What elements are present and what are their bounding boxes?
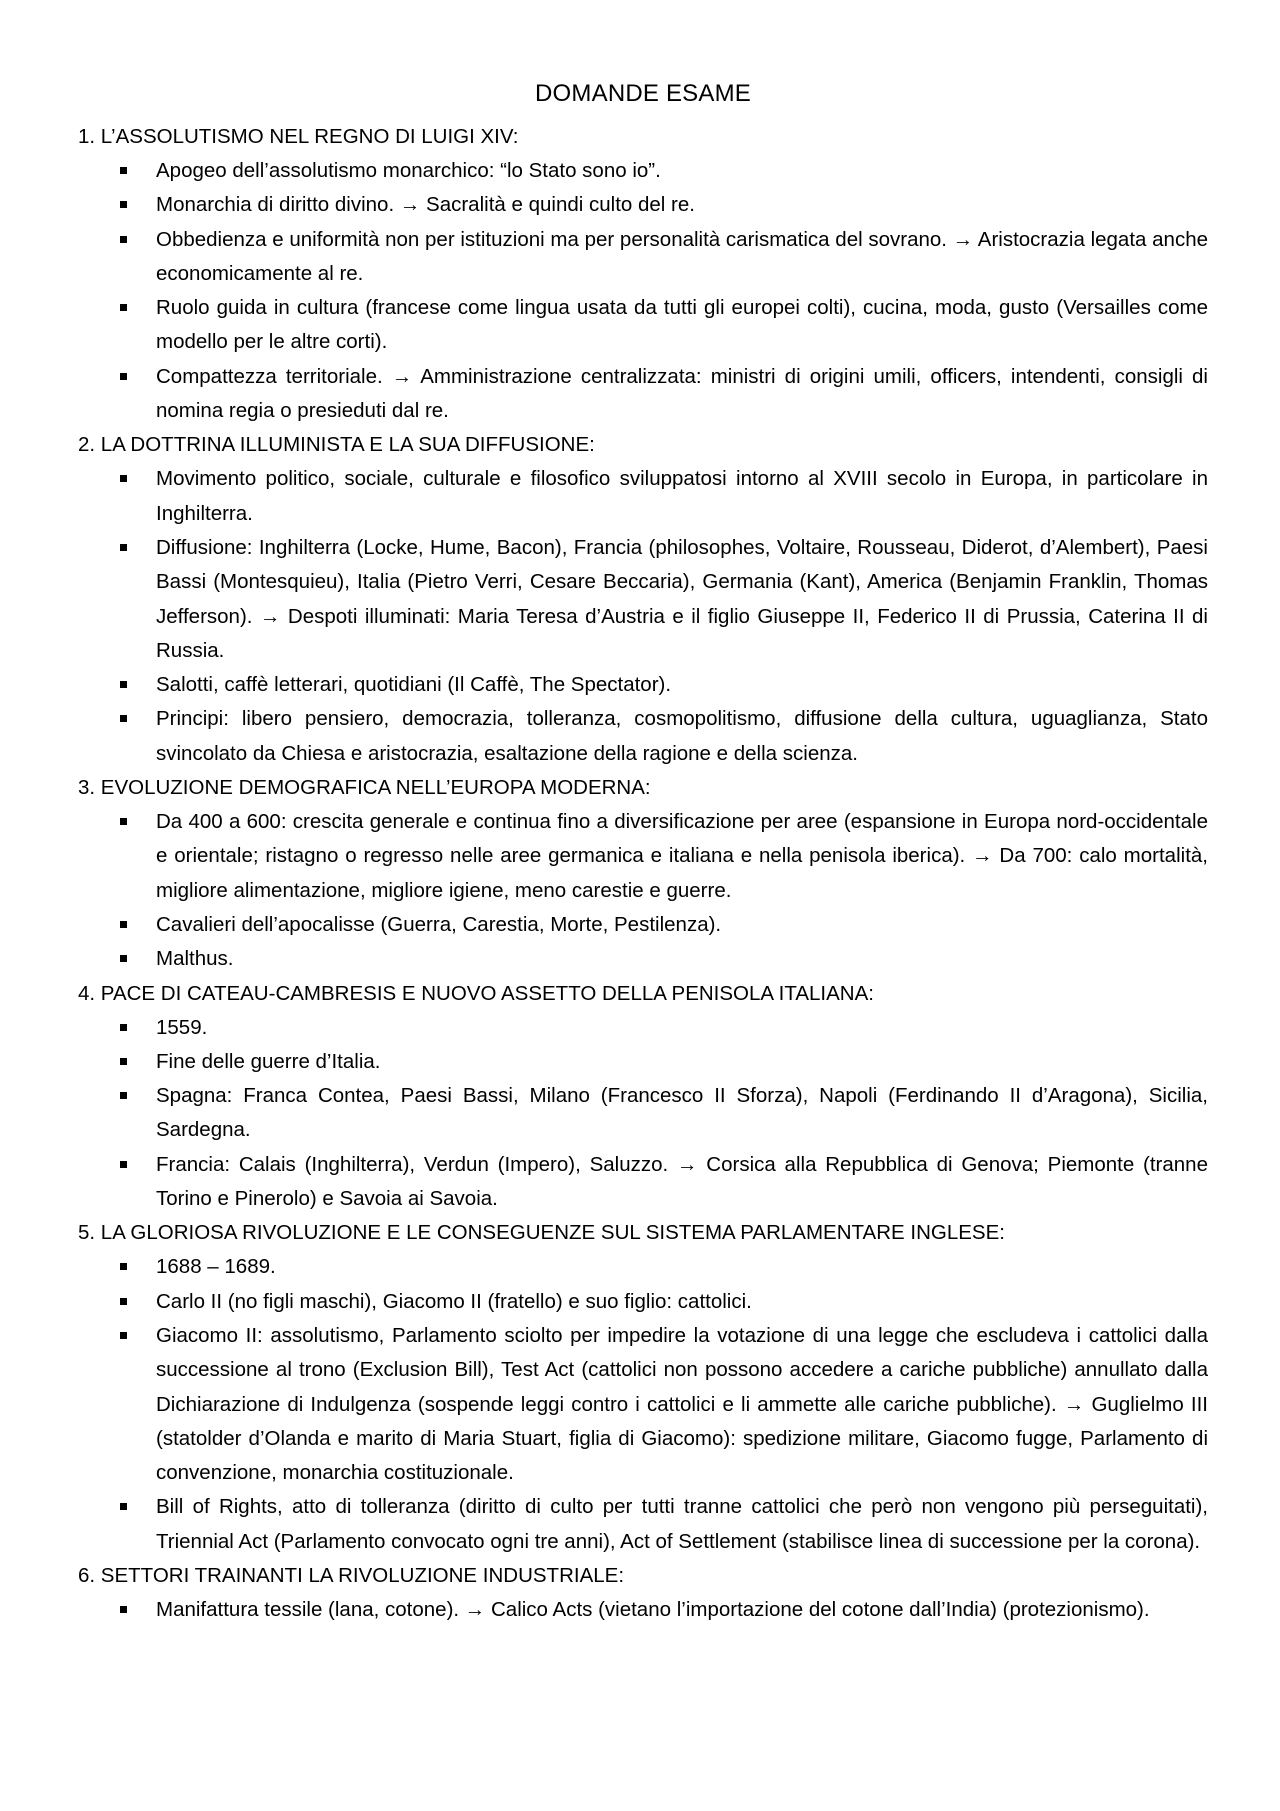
list-item-text: Monarchia di diritto divino. → Sacralità e quindi culto del re. [156,193,695,217]
square-bullet-icon [120,921,127,928]
square-bullet-icon [120,475,127,482]
list-item [156,1285,1208,1319]
list-item-text: Bill of Rights, atto di tolleranza (diritto di culto per tutti tranne cattolici che però non vengono più perseguitati), Triennial Act (Parlamento convocato ogni tre anni), Act of Settlement (stabilisce linea di successione per la corona). [156,1495,1208,1553]
bullet-list [78,1593,1208,1627]
section-heading: 3. EVOLUZIONE DEMOGRAFICA NELL’EUROPA MODERNA: [78,776,651,800]
square-bullet-icon [120,1058,127,1065]
list-item [156,805,1208,908]
list-item-text: Malthus. [156,947,234,971]
list-item [156,154,1208,188]
list-item [156,1079,1208,1148]
list-item-text: Diffusione: Inghilterra (Locke, Hume, Bacon), Francia (philosophes, Voltaire, Rousseau, Diderot, d’Alembert), Paesi Bassi (Montesquieu), Italia (Pietro Verri, Cesare Beccaria), Germania (Kant), America (Benjamin Franklin, Thomas Jefferson). → Despoti illuminati: Maria Teresa d’Austria e il figlio Giuseppe II, Federico II di Prussia, Caterina II di Russia. [156,535,1208,662]
square-bullet-icon [120,236,127,243]
list-item-text: Apogeo dell’assolutismo monarchico: “lo Stato sono io”. [156,159,661,182]
list-item [156,531,1208,668]
section-heading: 2. LA DOTTRINA ILLUMINISTA E LA SUA DIFFUSIONE: [78,433,595,457]
list-item-text: Da 400 a 600: crescita generale e continua fino a diversificazione per aree (espansione in Europa nord-occidentale e orientale; ristagno o regresso nelle aree germanica e italiana e nella penisola iberica). → Da 700: calo mortalità, migliore alimentazione, migliore igiene, meno carestie e guerre. [156,810,1208,902]
list-item [156,1045,1208,1079]
list-item [156,188,1208,222]
section-heading: 4. PACE DI CATEAU-CAMBRESIS E NUOVO ASSETTO DELLA PENISOLA ITALIANA: [78,981,874,1005]
list-item [156,291,1208,360]
square-bullet-icon [120,681,127,688]
list-item [156,1490,1208,1559]
list-item-text: Salotti, caffè letterari, quotidiani (Il Caffè, The Spectator). [156,673,672,697]
bullet-list [78,1250,1208,1559]
bullet-list [78,462,1208,771]
list-item-text: Manifattura tessile (lana, cotone). → Calico Acts (vietano l’importazione del cotone dall’India) (protezionismo). [156,1597,1150,1621]
section-heading: 1. L’ASSOLUTISMO NEL REGNO DI LUIGI XIV: [78,125,519,148]
square-bullet-icon [120,1298,127,1305]
sections-container [78,120,1208,1627]
square-bullet-icon [120,1161,127,1168]
list-item-text: 1688 – 1689. [156,1255,276,1279]
square-bullet-icon [120,1092,127,1099]
list-item [156,908,1208,942]
page-title: DOMANDE ESAME [535,80,751,107]
square-bullet-icon [120,955,127,962]
list-item-text: Obbedienza e uniformità non per istituzioni ma per personalità carismatica del sovrano. → Aristocrazia legata anche economicamente al re. [156,227,1208,285]
list-item-text: Ruolo guida in cultura (francese come lingua usata da tutti gli europei colti), cucina, moda, gusto (Versailles come modello per le altre corti). [156,296,1208,354]
square-bullet-icon [120,1503,127,1510]
square-bullet-icon [120,818,127,825]
list-item-text: Spagna: Franca Contea, Paesi Bassi, Milano (Francesco II Sforza), Napoli (Ferdinando II d’Aragona), Sicilia, Sardegna. [156,1084,1208,1142]
section-1 [78,120,1208,428]
section-heading: 5. LA GLORIOSA RIVOLUZIONE E LE CONSEGUENZE SUL SISTEMA PARLAMENTARE INGLESE: [78,1221,1005,1245]
square-bullet-icon [120,1024,127,1031]
square-bullet-icon [120,373,127,380]
list-item-text: Fine delle guerre d’Italia. [156,1049,381,1073]
list-item [156,668,1208,702]
list-item [156,1148,1208,1217]
square-bullet-icon [120,1606,127,1613]
list-item [156,223,1208,292]
section-4 [78,977,1208,1217]
section-6 [78,1559,1208,1627]
bullet-list [78,154,1208,428]
bullet-list [78,1011,1208,1217]
list-item [156,1319,1208,1490]
list-item-text: Giacomo II: assolutismo, Parlamento sciolto per impedire la votazione di una legge che escludeva i cattolici dalla successione al trono (Exclusion Bill), Test Act (cattolici non possono accedere a cariche pubbliche) annullato dalla Dichiarazione di Indulgenza (sospende leggi contro i cattolici e li ammette alle cariche pubbliche). → Guglielmo III (statolder d’Olanda e marito di Maria Stuart, figlia di Giacomo): spedizione militare, Giacomo fugge, Parlamento di convenzione, monarchia costituzionale. [156,1323,1208,1485]
list-item-text: Compattezza territoriale. → Amministrazione centralizzata: ministri di origini umili, officers, intendenti, consigli di nomina regia o presieduti dal re. [156,364,1208,423]
list-item [156,702,1208,771]
section-heading: 6. SETTORI TRAINANTI LA RIVOLUZIONE INDUSTRIALE: [78,1563,625,1587]
section-5 [78,1216,1208,1559]
list-item-text: Francia: Calais (Inghilterra), Verdun (Impero), Saluzzo. → Corsica alla Repubblica di Genova; Piemonte (tranne Torino e Pinerolo) e Savoia ai Savoia. [156,1152,1208,1211]
list-item-text: Cavalieri dell’apocalisse (Guerra, Carestia, Morte, Pestilenza). [156,912,722,936]
list-item [156,942,1208,976]
list-item [156,360,1208,429]
list-item-text: 1559. [156,1015,208,1039]
square-bullet-icon [120,1332,127,1339]
list-item-text: Principi: libero pensiero, democrazia, tolleranza, cosmopolitismo, diffusione della cultura, uguaglianza, Stato svincolato da Chiesa e aristocrazia, esaltazione della ragione e della scienza. [156,707,1208,765]
section-2 [78,428,1208,771]
square-bullet-icon [120,304,127,311]
list-item-text: Carlo II (no figli maschi), Giacomo II (fratello) e suo figlio: cattolici. [156,1289,752,1313]
list-item [156,1011,1208,1045]
square-bullet-icon [120,715,127,722]
list-item [156,462,1208,531]
square-bullet-icon [120,201,127,208]
square-bullet-icon [120,167,127,174]
bullet-list [78,805,1208,976]
list-item-text: Movimento politico, sociale, culturale e filosofico sviluppatosi intorno al XVIII secolo in Europa, in particolare in Inghilterra. [156,467,1208,525]
section-3 [78,771,1208,976]
list-item [156,1250,1208,1284]
list-item [156,1593,1208,1627]
square-bullet-icon [120,1263,127,1270]
square-bullet-icon [120,544,127,551]
